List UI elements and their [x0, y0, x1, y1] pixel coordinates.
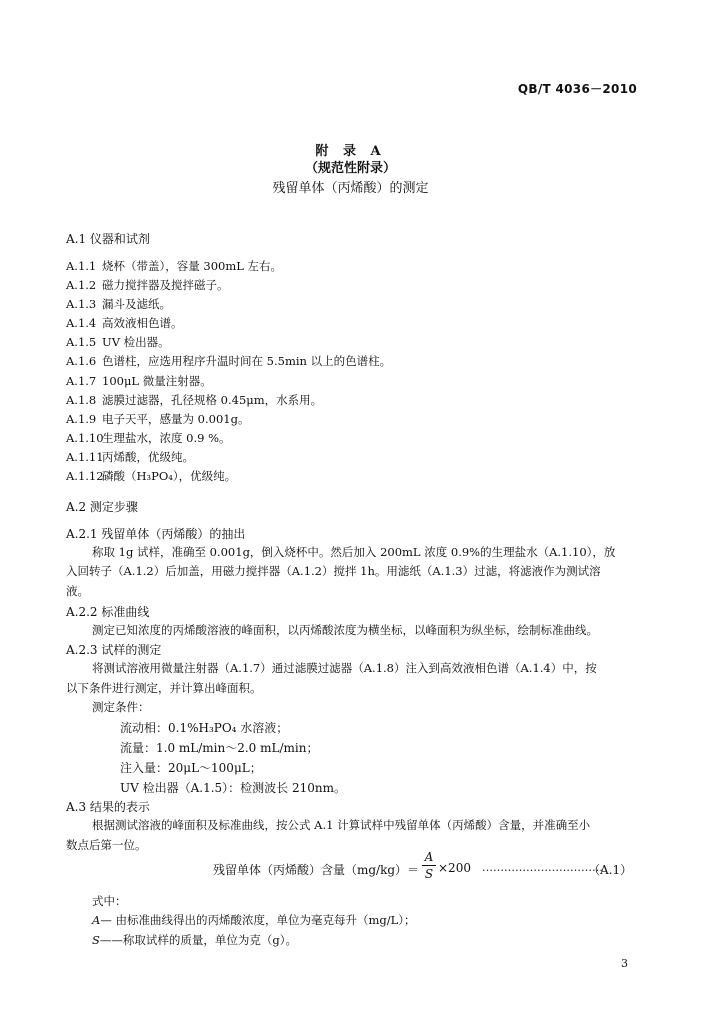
- formula-numerator: A: [424, 850, 434, 864]
- formula-denominator: S: [424, 867, 434, 881]
- item-number: A.1.5: [66, 335, 97, 349]
- paragraph-line: 以下条件进行测定，并计算出峰面积。: [66, 681, 262, 695]
- list-item: [66, 277, 229, 293]
- list-item: [66, 334, 170, 350]
- paragraph-line: 将测试溶液用微量注射器（A.1.7）通过滤膜过滤器（A.1.8）注入到高效液相色谱（A.1.4）中，按: [92, 661, 597, 675]
- item-number: A.1.12: [66, 469, 104, 483]
- item-number: A.1.11: [66, 450, 104, 464]
- formula-fraction: [422, 850, 436, 881]
- item-text: 高效液相色谱。: [102, 316, 183, 330]
- item-text: UV 检出器。: [102, 335, 170, 349]
- item-text: 电子天平，感量为 0.001g。: [102, 412, 250, 426]
- page-number: 3: [621, 957, 628, 970]
- item-number: A.1.10: [66, 431, 104, 445]
- list-item: [66, 411, 249, 427]
- paragraph-line: 数点后第一位。: [66, 838, 147, 852]
- symbol-definition: ——称取试样的质量，单位为克（g）。: [99, 933, 298, 947]
- item-number: A.1.7: [66, 374, 97, 388]
- item-text: 磷酸（H₃PO₄），优级纯。: [102, 469, 237, 483]
- list-item: [66, 392, 322, 408]
- symbol-definition: — 由标准曲线得出的丙烯酸浓度，单位为毫克每升（mg/L）；: [100, 913, 416, 927]
- where-item: [92, 912, 416, 928]
- section-heading-a23: A.2.3 试样的测定: [66, 643, 162, 657]
- formula-lhs: 残留单体（丙烯酸）含量（mg/kg）＝: [213, 863, 420, 877]
- section-heading-a22: A.2.2 标准曲线: [66, 605, 150, 619]
- list-item: [66, 430, 231, 446]
- item-number: A.1.4: [66, 316, 97, 330]
- appendix-type: （规范性附录）: [304, 161, 396, 176]
- paragraph-line: 入回转子（A.1.2）后加盖，用磁力搅拌器（A.1.2）搅拌 1h。用滤纸（A.1.3）过滤，将滤液作为测试溶: [66, 564, 601, 578]
- list-item: [66, 315, 183, 331]
- item-number: A.1.9: [66, 412, 97, 426]
- item-text: 滤膜过滤器，孔径规格 0.45μm，水系用。: [102, 393, 323, 407]
- condition-item: UV 检出器（A.1.5）：检测波长 210nm。: [120, 781, 346, 795]
- section-heading-a1: A.1 仪器和试剂: [66, 232, 150, 246]
- symbol: A: [92, 913, 101, 927]
- list-item: [66, 468, 236, 484]
- paragraph-line: 根据测试溶液的峰面积及标准曲线，按公式 A.1 计算试样中残留单体（丙烯酸）含量，并准确至小: [92, 818, 591, 832]
- item-number: A.1.2: [66, 278, 97, 292]
- list-item: [66, 373, 212, 389]
- item-text: 生理盐水，浓度 0.9 %。: [102, 431, 231, 445]
- item-text: 磁力搅拌器及搅拌磁子。: [102, 278, 229, 292]
- section-heading-a21: A.2.1 残留单体（丙烯酸）的抽出: [66, 527, 246, 541]
- section-heading-a2: A.2 测定步骤: [66, 500, 138, 514]
- list-item: [66, 449, 194, 465]
- condition-item: 流量：1.0 mL/min～2.0 mL/min；: [120, 741, 319, 755]
- fraction-bar: [422, 865, 436, 866]
- paragraph-line: 测定已知浓度的丙烯酸溶液的峰面积，以丙烯酸浓度为横坐标，以峰面积为纵坐标，绘制标准曲线。: [92, 623, 598, 637]
- item-number: A.1.1: [66, 259, 97, 273]
- item-number: A.1.6: [66, 354, 97, 368]
- where-item: [92, 932, 297, 948]
- where-intro: 式中：: [92, 894, 127, 908]
- item-number: A.1.8: [66, 393, 97, 407]
- list-item: [66, 353, 391, 369]
- paragraph-line: 液。: [66, 584, 89, 598]
- item-text: 丙烯酸，优级纯。: [102, 450, 194, 464]
- list-item: [66, 296, 171, 312]
- section-heading-a3: A.3 结果的表示: [66, 800, 150, 814]
- paragraph-line: 称取 1g 试样，准确至 0.001g，倒入烧杯中。然后加入 200mL 浓度 0.9%的生理盐水（A.1.10），放: [92, 545, 616, 559]
- condition-item: 注入量：20μL～100μL；: [120, 761, 262, 775]
- conditions-label: 测定条件：: [92, 700, 150, 714]
- symbol: S: [92, 933, 100, 947]
- formula-multiplier: ×200: [438, 861, 471, 875]
- appendix-subject: 残留单体（丙烯酸）的测定: [272, 181, 429, 196]
- list-item: [66, 258, 282, 274]
- standard-code: QB/T 4036－2010: [517, 82, 637, 96]
- item-text: 烧杯（带盖），容量 300mL 左右。: [102, 259, 283, 273]
- item-text: 漏斗及滤纸。: [102, 297, 171, 311]
- item-text: 色谱柱，应选用程序升温时间在 5.5min 以上的色谱柱。: [102, 354, 392, 368]
- formula-leader-dots: ……………………………: [482, 861, 603, 874]
- condition-item: 流动相：0.1%H₃PO₄ 水溶液；: [120, 721, 289, 735]
- item-text: 100μL 微量注射器。: [102, 374, 212, 388]
- formula-number: （A.1）: [588, 863, 633, 877]
- item-number: A.1.3: [66, 297, 97, 311]
- appendix-title: 附 录 A: [315, 144, 386, 159]
